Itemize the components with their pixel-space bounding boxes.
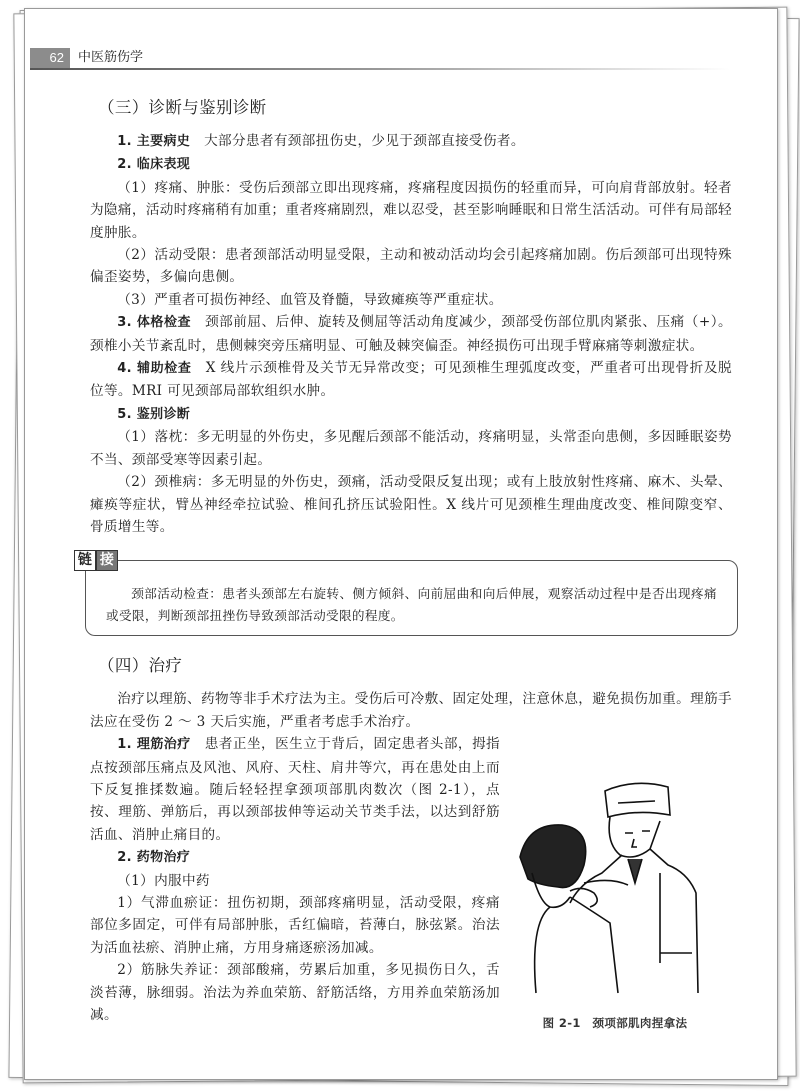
- figure-2-1: [510, 773, 720, 1034]
- running-header: [30, 48, 750, 68]
- label-differential: 5. 鉴别诊断: [117, 406, 191, 422]
- paragraph-differential-2: （2）颈椎病：多无明显的外伤史，颈痛，活动受限反复出现；或有上肢放射性疼痛、麻木、头晕、瘫痪等症状，臂丛神经牵拉试验、椎间孔挤压试验阳性。X 线片可见颈椎生理曲度改变、椎间隙变窄、骨质增生等。: [90, 474, 732, 535]
- link-tag-2: 接: [96, 550, 118, 571]
- paragraph-drug-label: [90, 846, 500, 869]
- paragraph-manipulation: [90, 733, 500, 846]
- book-title: 中医筋伤学: [78, 50, 144, 65]
- paragraph-clinical-2: （2）活动受限：患者颈部活动明显受限，主动和被动活动均会引起疼痛加剧。伤后颈部可出现特殊偏歪姿势，多偏向患侧。: [90, 247, 732, 286]
- link-box-frame: [85, 560, 738, 636]
- neck-massage-illustration: [510, 773, 720, 998]
- paragraph-differential-1: （1）落枕：多无明显的外伤史，多见醒后颈部不能活动，疼痛明显，头常歪向患侧，多因睡眠姿势不当、颈部受寒等因素引起。: [90, 429, 732, 468]
- paragraph-treatment-intro: 治疗以理筋、药物等非手术疗法为主。受伤后可冷敷、固定处理，注意休息，避免损伤加重。理筋手法应在受伤 2 ～ 3 天后实施，严重者考虑手术治疗。: [90, 691, 732, 730]
- paragraph-drug-1: 1）气滞血瘀证：扭伤初期，颈部疼痛明显，活动受限，疼痛部位多固定，可伴有局部肿胀，舌红偏暗，苔薄白，脉弦紧。治法为活血祛瘀、消肿止痛，方用身痛逐瘀汤加减。: [90, 894, 500, 956]
- link-box-text: 颈部活动检查：患者头颈部左右旋转、侧方倾斜、向前屈曲和向后伸展，观察活动过程中是否出现疼痛或受限，判断颈部扭挫伤导致颈部活动受限的程度。: [106, 586, 717, 624]
- treatment-columns: [90, 733, 732, 1030]
- paragraph-clinical-1: （1）疼痛、肿胀：受伤后颈部立即出现疼痛，疼痛程度因损伤的轻重而异，可向肩背部放射。轻者为隐痛，活动时疼痛稍有加重；重者疼痛剧烈，难以忍受，甚至影响睡眠和日常生活活动。可伴有局部轻度肿胀。: [90, 179, 732, 241]
- label-aux: 4. 辅助检查: [117, 361, 192, 377]
- paragraph-drug-2: 2）筋脉失养证：颈部酸痛，劳累后加重，多见损伤日久，舌淡苔薄，脉细弱。治法为养血荣筋、舒筋活络，方用养血荣筋汤加减。: [90, 962, 500, 1023]
- label-clinical: 2. 临床表现: [117, 157, 191, 173]
- treatment-text: [90, 733, 500, 1026]
- paragraph-aux: [90, 357, 732, 403]
- paragraph-exam: [90, 311, 732, 357]
- section-heading-diagnosis: （三）诊断与鉴别诊断: [98, 98, 267, 117]
- link-tag: [74, 550, 118, 571]
- page-number: 62: [30, 48, 70, 68]
- text-manipulation: 患者正坐，医生立于背后，固定患者头部，拇指点按颈部压痛点及风池、风府、天柱、肩井等穴，再在患处由上而下反复推揉数遍。随后轻轻捏拿颈项部肌肉数次（图 2-1），点按、理筋、弹筋后，再以颈部拔伸等运动关节类手法，以达到舒筋活血、消肿止痛目的。: [90, 736, 500, 843]
- label-manipulation: 1. 理筋治疗: [117, 737, 191, 753]
- paragraph-drug-sub: （1）内服中药: [117, 872, 210, 889]
- label-drug: 2. 药物治疗: [117, 850, 191, 866]
- paragraph-history: [90, 130, 732, 153]
- header-rule: [30, 68, 730, 70]
- text-aux: X 线片示颈椎骨及关节无异常改变；可见颈椎生理弧度改变，严重者可出现骨折及脱位等。MRI 可见颈部局部软组织水肿。: [90, 360, 732, 400]
- link-tag-1: 链: [74, 550, 96, 571]
- label-exam: 3. 体格检查: [117, 315, 191, 331]
- figure-caption: 图 2-1 颈项部肌肉捏拿法: [542, 1015, 688, 1030]
- link-box: [74, 550, 738, 636]
- text-exam: 颈部前屈、后伸、旋转及侧屈等活动角度减少，颈部受伤部位肌肉紧张、压痛（+）。颈椎小关节紊乱时，患侧棘突旁压痛明显、可触及棘突偏歪。神经损伤可出现手臂麻痛等刺激症状。: [90, 314, 732, 354]
- label-history: 1. 主要病史: [117, 134, 191, 149]
- paragraph-differential-label: [90, 403, 732, 426]
- text-history: 大部分患者有颈部扭伤史，少见于颈部直接受伤者。: [190, 133, 525, 149]
- paragraph-clinical-3: （3）严重者可损伤神经、血管及脊髓，导致瘫痪等严重症状。: [117, 291, 503, 308]
- paragraph-clinical-label: [90, 153, 732, 176]
- section-heading-treatment: （四）治疗: [98, 656, 183, 676]
- page-body: [77, 96, 732, 1030]
